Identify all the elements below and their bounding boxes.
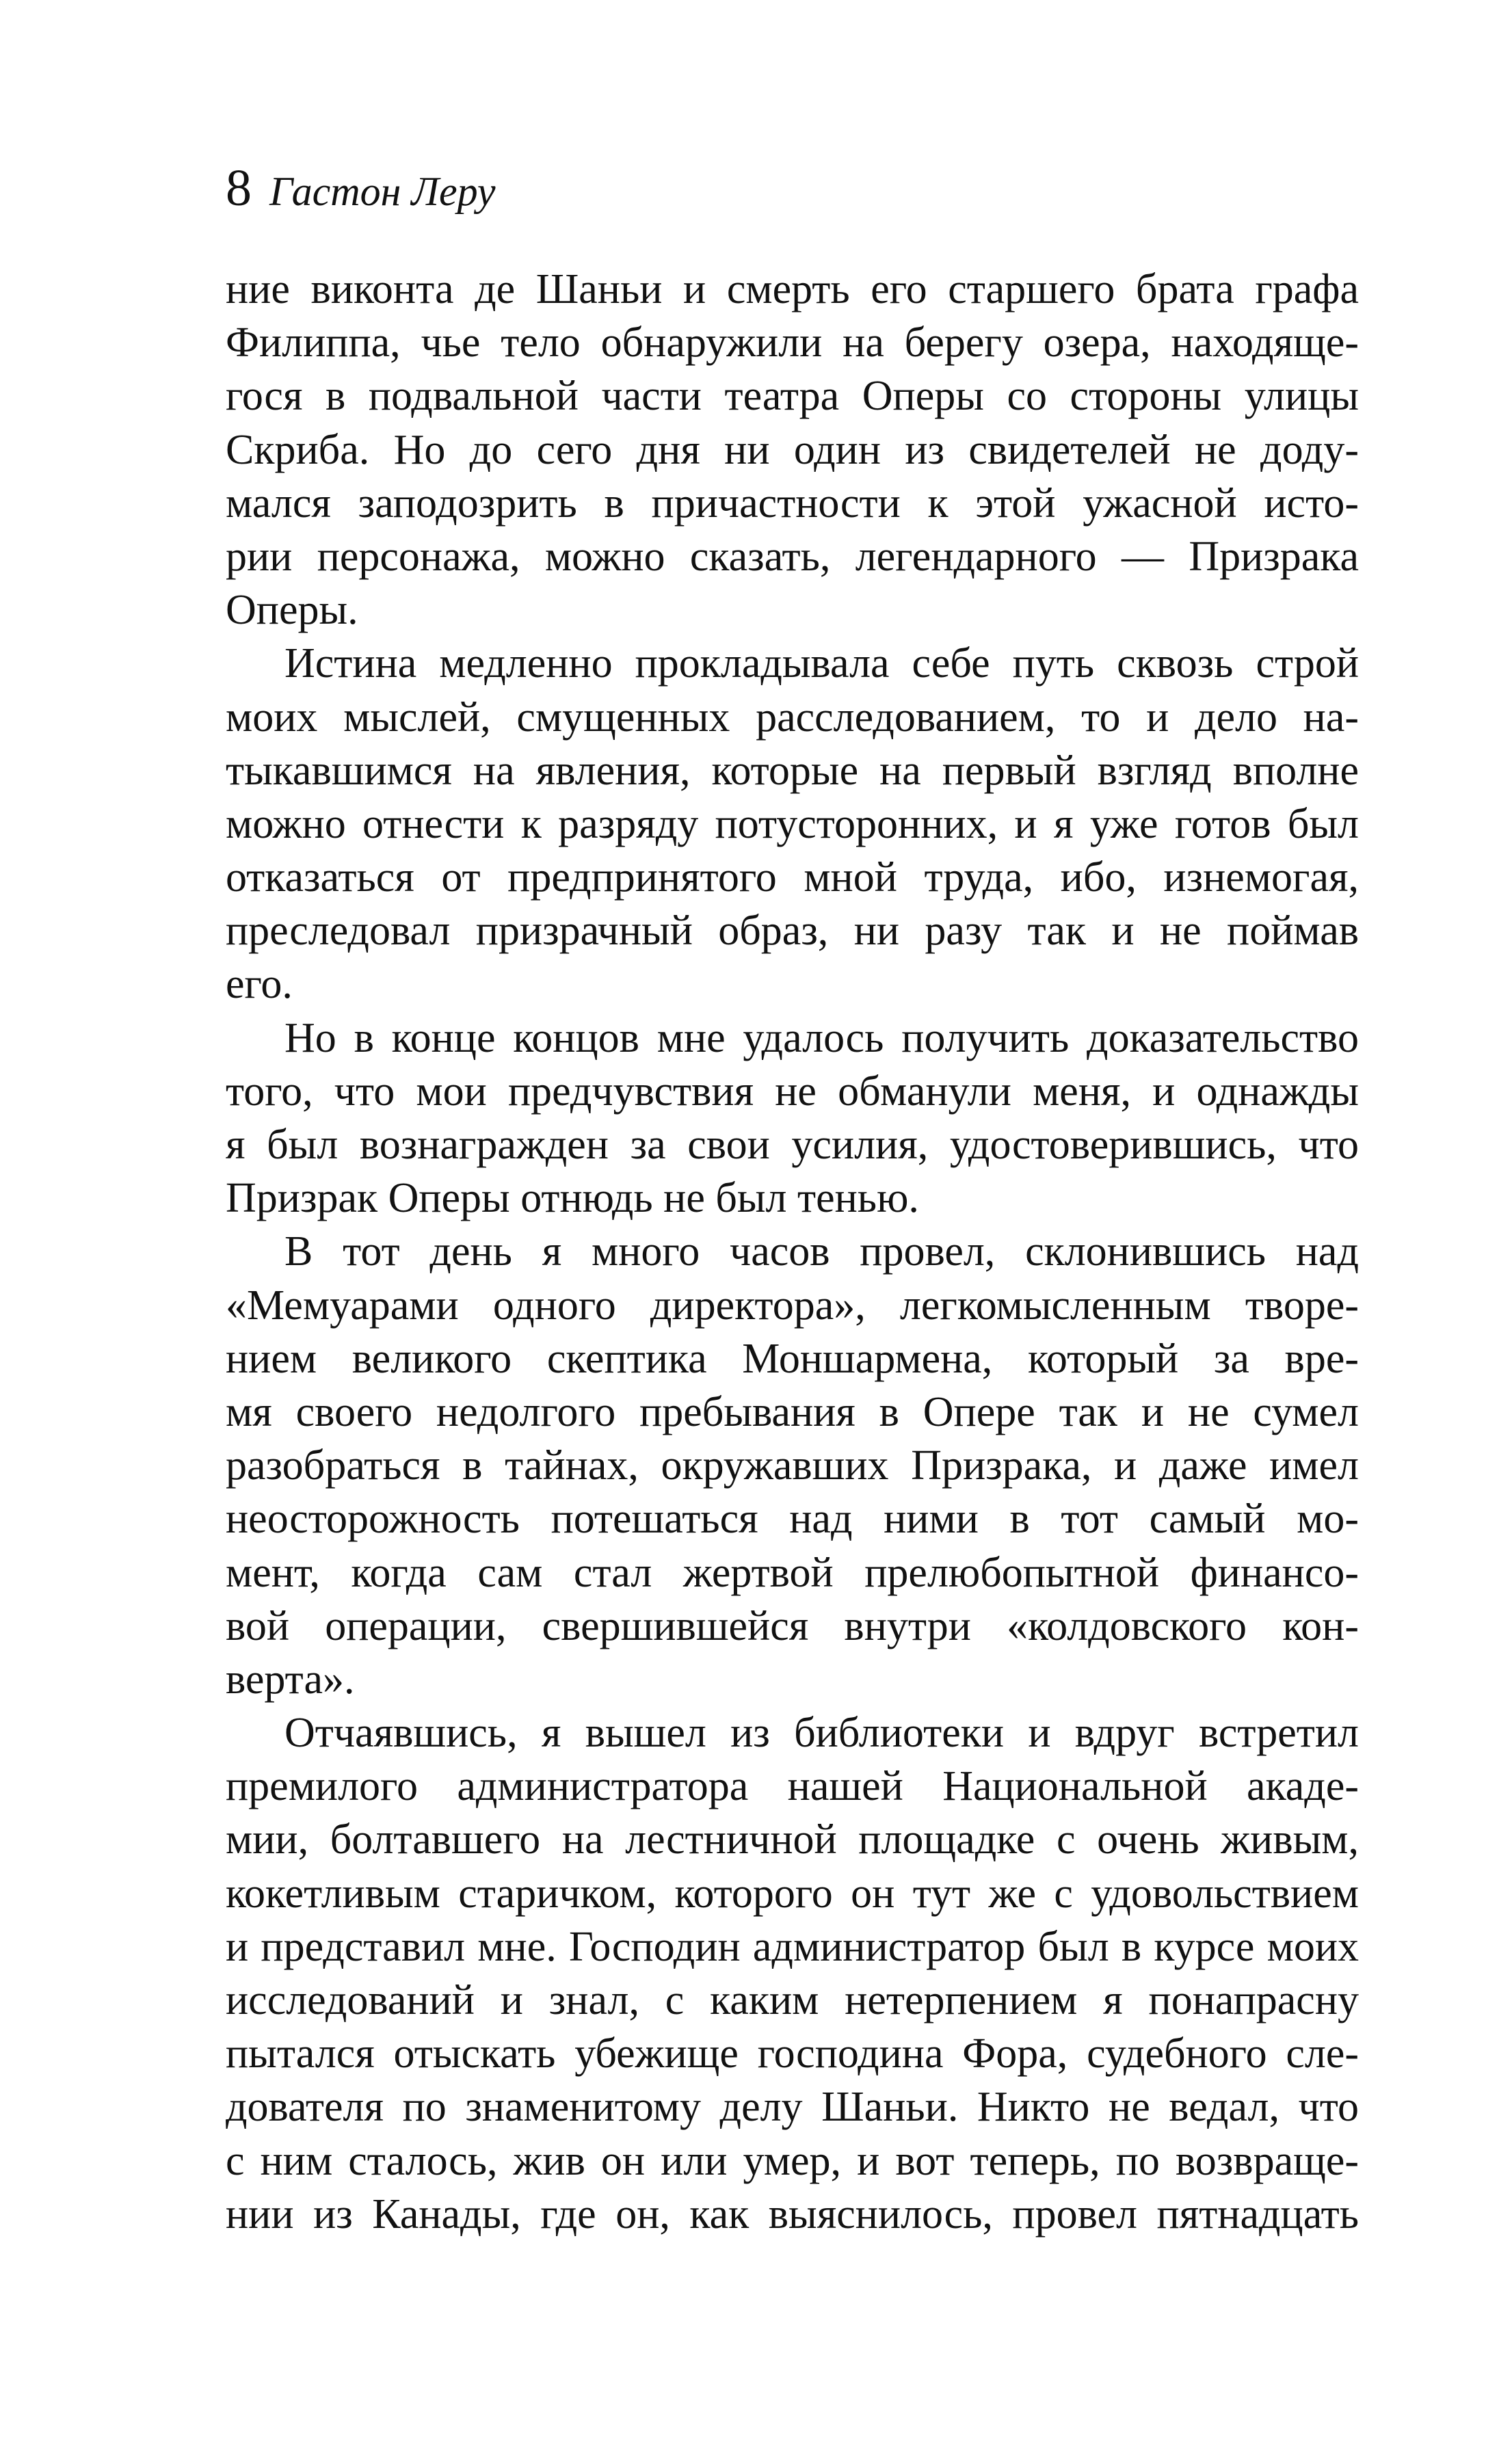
text-line: неосторожность потешаться над ними в тот самый мо- bbox=[226, 1496, 1359, 1543]
body-text bbox=[226, 263, 1359, 2241]
text-line: верта». bbox=[226, 1656, 355, 1703]
text-line: премилого администратора нашей Национальной акаде- bbox=[226, 1763, 1359, 1810]
text-line: вой операции, свершившейся внутри «колдовского кон- bbox=[226, 1602, 1359, 1649]
text-line: кокетливым старичком, которого он тут же с удовольствием bbox=[226, 1870, 1359, 1917]
text-line: ние виконта де Шаньи и смерть его старшего брата графа bbox=[226, 266, 1359, 313]
text-line: В тот день я много часов провел, склонившись над bbox=[284, 1228, 1359, 1275]
text-line: рии персонажа, можно сказать, легендарного — Призрака bbox=[226, 533, 1359, 580]
text-line: преследовал призрачный образ, ни разу так и не поймав bbox=[226, 907, 1359, 955]
text-line: моих мыслей, смущенных расследованием, то и дело на- bbox=[226, 693, 1359, 741]
text-line: мя своего недолгого пребывания в Опере так и не сумел bbox=[226, 1388, 1359, 1435]
text-line: «Мемуарами одного директора», легкомысленным творе- bbox=[226, 1282, 1359, 1329]
text-line: можно отнести к разряду потусторонних, и я уже готов был bbox=[226, 800, 1359, 847]
running-head bbox=[226, 161, 495, 215]
text-line: Скриба. Но до сего дня ни один из свидетелей не доду- bbox=[226, 426, 1359, 473]
text-line: пытался отыскать убежище господина Фора, судебного сле- bbox=[226, 2030, 1359, 2078]
running-title: Гастон Леру bbox=[269, 169, 496, 214]
text-line: нием великого скептика Моншармена, который за вре- bbox=[226, 1335, 1359, 1382]
text-line: Оперы. bbox=[226, 587, 358, 634]
text-line: мент, когда сам стал жертвой прелюбопытной финансо- bbox=[226, 1549, 1359, 1596]
text-line: с ним сталось, жив он или умер, и вот теперь, по возвраще- bbox=[226, 2137, 1359, 2184]
text-line: его. bbox=[226, 961, 293, 1008]
text-line: гося в подвальной части театра Оперы со стороны улицы bbox=[226, 373, 1359, 420]
text-line: нии из Канады, где он, как выяснилось, провел пятнадцать bbox=[226, 2190, 1359, 2238]
text-line: Филиппа, чье тело обнаружили на берегу озера, находяще- bbox=[226, 319, 1359, 367]
text-line: того, что мои предчувствия не обманули меня, и однажды bbox=[226, 1067, 1359, 1115]
text-line: разобраться в тайнах, окружавших Призрака, и даже имел bbox=[226, 1442, 1359, 1489]
text-line: Отчаявшись, я вышел из библиотеки и вдруг встретил bbox=[284, 1710, 1359, 1757]
text-line: я был вознагражден за свои усилия, удостоверившись, что bbox=[226, 1122, 1359, 1168]
text-line: Призрак Оперы отнюдь не был тенью. bbox=[226, 1175, 919, 1222]
text-line: Но в конце концов мне удалось получить доказательство bbox=[284, 1014, 1359, 1061]
text-line: мался заподозрить в причастности к этой ужасной исто- bbox=[226, 479, 1359, 527]
text-line: дователя по знаменитому делу Шаньи. Никто не ведал, что bbox=[226, 2084, 1359, 2131]
text-line: мии, болтавшего на лестничной площадке с очень живым, bbox=[226, 1816, 1359, 1863]
page-number: 8 bbox=[226, 159, 252, 217]
text-line: и представил мне. Господин администратор был в курсе моих bbox=[226, 1923, 1359, 1970]
text-line: исследований и знал, с каким нетерпением я понапрасну bbox=[226, 1977, 1359, 2023]
text-line: Истина медленно прокладывала себе путь сквозь строй bbox=[284, 640, 1359, 687]
text-line: тыкавшимся на явления, которые на первый взгляд вполне bbox=[226, 747, 1359, 794]
text-line: отказаться от предпринятого мной труда, ибо, изнемогая, bbox=[226, 854, 1359, 901]
